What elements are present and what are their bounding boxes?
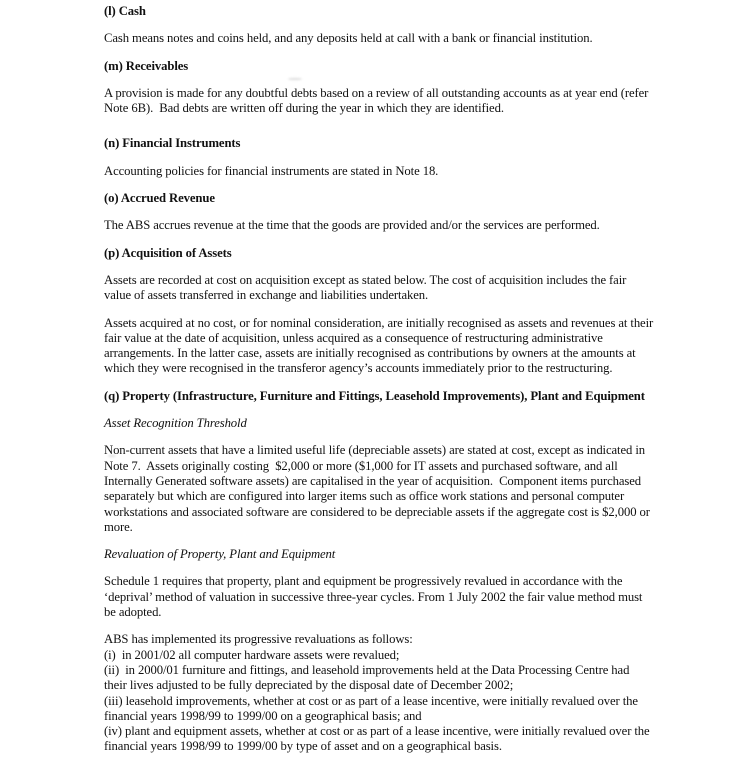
paragraph: Assets acquired at no cost, or for nominal consideration, are initially recognised as assets and revenues at their fair value at the date of acquisition, unless acquired as a consequence of restructuring administrative arrangements. In the latter case, assets are initially recognised as contributions by owners at the amounts at which they were recognised in the transferor agency’s accounts immediately prior to the restructuring. — [104, 315, 657, 376]
section-heading: (l) Cash — [104, 4, 146, 18]
scan-artifact — [108, 455, 116, 457]
paragraph: Accounting policies for financial instruments are stated in Note 18. — [104, 163, 439, 178]
list-line: (ii) in 2000/01 furniture and fittings, and leasehold improvements held at the Data Processing Centre had their lives adjusted to be fully depreciated by the disposal date of December 2002; — [104, 662, 633, 693]
paragraph: A provision is made for any doubtful debts based on a review of all outstanding accounts as at year end (refer Note 6B). Bad debts are written off during the year in which they are identified. — [104, 85, 652, 116]
section-heading: (m) Receivables — [104, 58, 189, 73]
section-heading: (p) Acquisition of Assets — [104, 245, 232, 260]
paragraph: Schedule 1 requires that property, plant and equipment be progressively revalued in accordance with the ‘deprival’ method of valuation in successive three-year cycles. From 1 July 2002 the fair value method must be adopted. — [104, 574, 646, 620]
paragraph: The ABS accrues revenue at the time that the goods are provided and/or the services are performed. — [104, 218, 600, 233]
list-line: ABS has implemented its progressive revaluations as follows: — [104, 632, 413, 647]
paragraph: Cash means notes and coins held, and any deposits held at call with a bank or financial institution. — [104, 31, 593, 46]
section-heading: (n) Financial Instruments — [104, 136, 241, 151]
sub-heading: Revaluation of Property, Plant and Equipment — [104, 547, 336, 562]
paragraph: Non-current assets that have a limited useful life (depreciable assets) are stated at cost, except as indicated in Note 7. Assets originally costing $2,000 or more ($1,000 for IT assets and purchased software, and all Internally Generated software assets) are capitalised in the year of acquisition. Component items purchased separately but which are configured into larger items such as office work stations and personal computer workstations and associated software are considered to be depreciable assets if the aggregate cost is $2,000 or more. — [104, 443, 653, 534]
paragraph: Assets are recorded at cost on acquisition except as stated below. The cost of acquisition includes the fair value of assets transferred in exchange and liabilities undertaken. — [104, 272, 630, 303]
list-line: (iii) leasehold improvements, whether at cost or as part of a lease incentive, were initially revalued over the financial years 1998/99 to 1999/00 on a geographical basis; and — [104, 693, 641, 723]
scan-artifact — [288, 78, 302, 80]
document-content — [104, 4, 655, 755]
revaluations-list — [104, 632, 655, 754]
list-line: (i) in 2001/02 all computer hardware assets were revalued; — [104, 647, 400, 662]
sub-heading: Asset Recognition Threshold — [104, 416, 247, 431]
section-heading: (q) Property (Infrastructure, Furniture and Fittings, Leasehold Improvements), Plant and Equipment — [104, 388, 645, 403]
list-line: (iv) plant and equipment assets, whether at cost or as part of a lease incentive, were initially revalued over the financial years 1998/99 to 1999/00 by type of asset and on a geographical basis. — [104, 724, 653, 754]
section-heading: (o) Accrued Revenue — [104, 191, 215, 206]
